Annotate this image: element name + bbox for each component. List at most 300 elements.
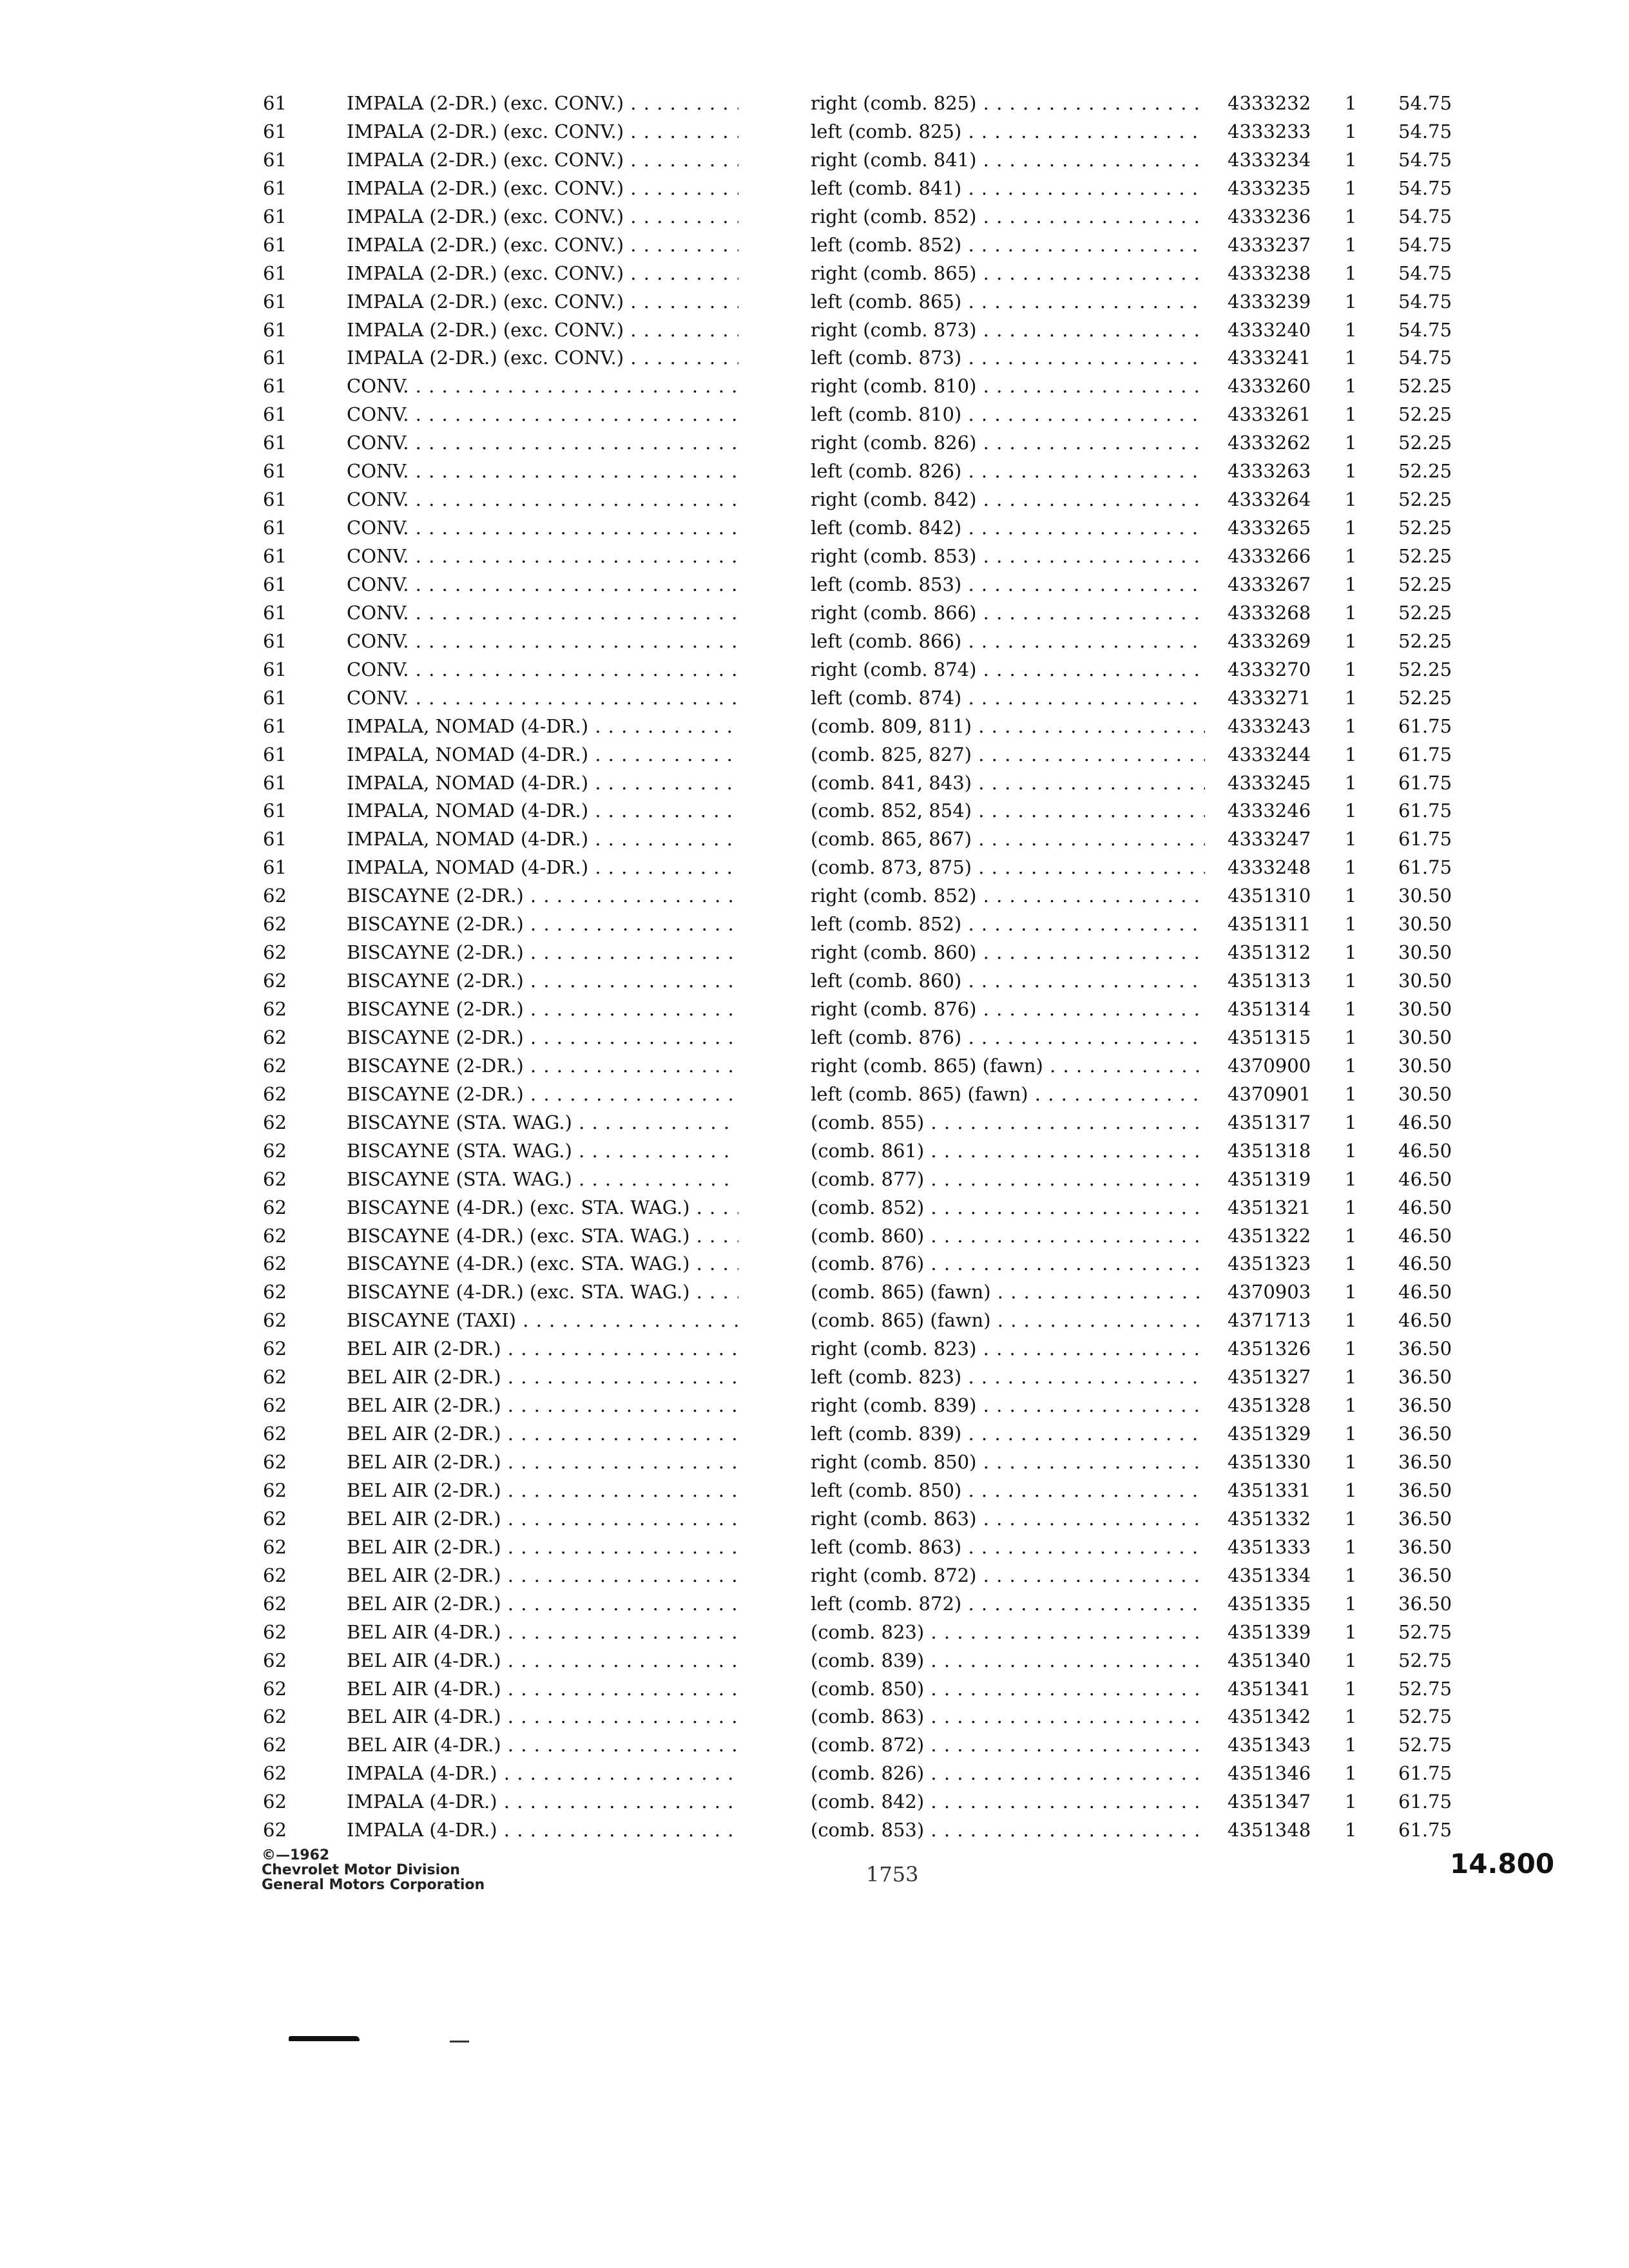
table-row <box>0 543 1629 571</box>
model-cell: BEL AIR (4-DR.) . . . <box>347 1619 738 1647</box>
part-number-cell: 4333243 <box>1228 715 1311 737</box>
part-number-cell: 4333235 <box>1228 177 1311 199</box>
model-cell: CONV. . . . <box>347 684 738 713</box>
table-row <box>0 1675 1629 1704</box>
year-cell: 61 <box>263 488 287 511</box>
description-cell: (comb. 863) . . . <box>811 1703 1205 1731</box>
quantity-cell: 1 <box>1345 1139 1357 1162</box>
part-number-cell: 4351314 <box>1228 998 1311 1020</box>
price-cell: 54.75 <box>1398 148 1452 171</box>
model-cell: BISCAYNE (2-DR.) . . . <box>347 967 738 995</box>
table-row <box>0 1788 1629 1816</box>
description-cell: right (comb. 841) . . . <box>811 146 1205 175</box>
table-row <box>0 1816 1629 1845</box>
price-cell: 36.50 <box>1398 1535 1452 1558</box>
part-number-cell: 4333265 <box>1228 517 1311 539</box>
table-row <box>0 429 1629 457</box>
quantity-cell: 1 <box>1345 1281 1357 1303</box>
year-cell: 61 <box>263 148 287 171</box>
quantity-cell: 1 <box>1345 233 1357 256</box>
year-cell: 61 <box>263 375 287 398</box>
quantity-cell: 1 <box>1345 1535 1357 1558</box>
description-cell: left (comb. 810) . . . <box>811 401 1205 429</box>
price-cell: 36.50 <box>1398 1338 1452 1360</box>
quantity-cell: 1 <box>1345 205 1357 227</box>
description-cell: left (comb. 876) . . . <box>811 1024 1205 1052</box>
table-row <box>0 599 1629 628</box>
price-cell: 36.50 <box>1398 1394 1452 1417</box>
model-cell: BISCAYNE (STA. WAG.) . . . <box>347 1109 738 1137</box>
quantity-cell: 1 <box>1345 318 1357 341</box>
price-cell: 46.50 <box>1398 1168 1452 1190</box>
table-row <box>0 1703 1629 1731</box>
part-number-cell: 4351317 <box>1228 1111 1311 1133</box>
quantity-cell: 1 <box>1345 1253 1357 1275</box>
part-number-cell: 4333244 <box>1228 743 1311 765</box>
price-cell: 61.75 <box>1398 800 1452 822</box>
quantity-cell: 1 <box>1345 573 1357 595</box>
table-row <box>0 401 1629 429</box>
description-cell: left (comb. 863) . . . <box>811 1533 1205 1562</box>
year-cell: 62 <box>263 1026 287 1048</box>
description-cell: left (comb. 825) . . . <box>811 118 1205 146</box>
year-cell: 61 <box>263 347 287 369</box>
price-cell: 52.75 <box>1398 1649 1452 1671</box>
model-cell: BEL AIR (2-DR.) . . . <box>347 1448 738 1477</box>
model-cell: BEL AIR (4-DR.) . . . <box>347 1731 738 1760</box>
model-cell: IMPALA, NOMAD (4-DR.) . . . <box>347 854 738 882</box>
table-row <box>0 1477 1629 1505</box>
table-row <box>0 1392 1629 1420</box>
year-cell: 62 <box>263 913 287 936</box>
part-number-cell: 4333237 <box>1228 233 1311 256</box>
quantity-cell: 1 <box>1345 1423 1357 1445</box>
price-cell: 30.50 <box>1398 970 1452 992</box>
table-row <box>0 288 1629 316</box>
price-cell: 54.75 <box>1398 177 1452 199</box>
table-row <box>0 316 1629 345</box>
part-number-cell: 4333266 <box>1228 545 1311 567</box>
year-cell: 61 <box>263 743 287 765</box>
table-row <box>0 1024 1629 1052</box>
year-cell: 61 <box>263 403 287 426</box>
part-number-cell: 4351326 <box>1228 1338 1311 1360</box>
price-cell: 46.50 <box>1398 1224 1452 1247</box>
year-cell: 62 <box>263 1423 287 1445</box>
price-cell: 54.75 <box>1398 120 1452 142</box>
table-row <box>0 656 1629 684</box>
model-cell: BEL AIR (4-DR.) . . . <box>347 1703 738 1731</box>
year-cell: 62 <box>263 1706 287 1728</box>
year-cell: 61 <box>263 715 287 737</box>
table-row <box>0 1052 1629 1081</box>
part-number-cell: 4333262 <box>1228 432 1311 454</box>
quantity-cell: 1 <box>1345 1111 1357 1133</box>
table-row <box>0 1109 1629 1137</box>
part-number-cell: 4333238 <box>1228 262 1311 284</box>
year-cell: 61 <box>263 177 287 199</box>
description-cell: right (comb. 860) . . . <box>811 939 1205 967</box>
quantity-cell: 1 <box>1345 1309 1357 1332</box>
table-row <box>0 1307 1629 1335</box>
quantity-cell: 1 <box>1345 1734 1357 1756</box>
model-cell: IMPALA (2-DR.) (exc. CONV.) . . . <box>347 344 738 372</box>
description-cell: right (comb. 872) . . . <box>811 1562 1205 1590</box>
year-cell: 61 <box>263 856 287 879</box>
description-cell: right (comb. 823) . . . <box>811 1335 1205 1363</box>
description-cell: right (comb. 865) . . . <box>811 260 1205 288</box>
part-number-cell: 4333248 <box>1228 856 1311 879</box>
year-cell: 62 <box>263 1309 287 1332</box>
quantity-cell: 1 <box>1345 743 1357 765</box>
table-row <box>0 571 1629 599</box>
model-cell: BEL AIR (2-DR.) . . . <box>347 1505 738 1533</box>
model-cell: BISCAYNE (2-DR.) . . . <box>347 939 738 967</box>
price-cell: 61.75 <box>1398 771 1452 794</box>
price-cell: 46.50 <box>1398 1281 1452 1303</box>
description-cell: left (comb. 872) . . . <box>811 1590 1205 1619</box>
year-cell: 61 <box>263 601 287 624</box>
scan-artifact-mark-small <box>450 2041 469 2042</box>
description-cell: right (comb. 874) . . . <box>811 656 1205 684</box>
year-cell: 61 <box>263 800 287 822</box>
table-row <box>0 967 1629 995</box>
quantity-cell: 1 <box>1345 601 1357 624</box>
price-cell: 52.25 <box>1398 517 1452 539</box>
model-cell: BISCAYNE (2-DR.) . . . <box>347 882 738 910</box>
price-cell: 36.50 <box>1398 1366 1452 1389</box>
table-row <box>0 684 1629 713</box>
year-cell: 61 <box>263 92 287 114</box>
year-cell: 61 <box>263 629 287 652</box>
price-cell: 36.50 <box>1398 1423 1452 1445</box>
price-cell: 61.75 <box>1398 743 1452 765</box>
model-cell: CONV. . . . <box>347 543 738 571</box>
year-cell: 62 <box>263 1620 287 1643</box>
description-cell: left (comb. 841) . . . <box>811 175 1205 203</box>
copyright-year: ©—1962 <box>262 1847 330 1863</box>
part-number-cell: 4351321 <box>1228 1196 1311 1218</box>
model-cell: BEL AIR (2-DR.) . . . <box>347 1562 738 1590</box>
description-cell: left (comb. 865) . . . <box>811 288 1205 316</box>
table-row <box>0 1590 1629 1619</box>
year-cell: 62 <box>263 1082 287 1105</box>
model-cell: IMPALA (2-DR.) (exc. CONV.) . . . <box>347 203 738 231</box>
year-cell: 62 <box>263 1649 287 1671</box>
description-cell: (comb. 865, 867) . . . <box>811 825 1205 854</box>
year-cell: 62 <box>263 885 287 907</box>
year-cell: 62 <box>263 970 287 992</box>
price-cell: 52.25 <box>1398 686 1452 709</box>
price-cell: 52.25 <box>1398 460 1452 483</box>
description-cell: left (comb. 826) . . . <box>811 457 1205 486</box>
description-cell: right (comb. 873) . . . <box>811 316 1205 345</box>
quantity-cell: 1 <box>1345 1507 1357 1530</box>
year-cell: 62 <box>263 1734 287 1756</box>
part-number-cell: 4333268 <box>1228 601 1311 624</box>
model-cell: IMPALA (4-DR.) . . . <box>347 1760 738 1788</box>
table-row <box>0 514 1629 543</box>
model-cell: BEL AIR (4-DR.) . . . <box>347 1675 738 1704</box>
quantity-cell: 1 <box>1345 148 1357 171</box>
parts-catalog-table <box>0 90 1629 1845</box>
year-cell: 62 <box>263 1281 287 1303</box>
quantity-cell: 1 <box>1345 1224 1357 1247</box>
table-row <box>0 457 1629 486</box>
year-cell: 62 <box>263 1394 287 1417</box>
description-cell: right (comb. 839) . . . <box>811 1392 1205 1420</box>
quantity-cell: 1 <box>1345 517 1357 539</box>
part-number-cell: 4333264 <box>1228 488 1311 511</box>
part-number-cell: 4370903 <box>1228 1281 1311 1303</box>
price-cell: 30.50 <box>1398 1082 1452 1105</box>
price-cell: 54.75 <box>1398 205 1452 227</box>
year-cell: 61 <box>263 432 287 454</box>
model-cell: IMPALA (2-DR.) (exc. CONV.) . . . <box>347 118 738 146</box>
description-cell: (comb. 860) . . . <box>811 1222 1205 1251</box>
description-cell: right (comb. 850) . . . <box>811 1448 1205 1477</box>
model-cell: IMPALA (2-DR.) (exc. CONV.) . . . <box>347 288 738 316</box>
part-number-cell: 4351343 <box>1228 1734 1311 1756</box>
price-cell: 52.25 <box>1398 403 1452 426</box>
quantity-cell: 1 <box>1345 92 1357 114</box>
part-number-cell: 4351310 <box>1228 885 1311 907</box>
price-cell: 52.25 <box>1398 658 1452 680</box>
model-cell: IMPALA (2-DR.) (exc. CONV.) . . . <box>347 231 738 260</box>
model-cell: IMPALA (4-DR.) . . . <box>347 1816 738 1845</box>
quantity-cell: 1 <box>1345 1649 1357 1671</box>
part-number-cell: 4351318 <box>1228 1139 1311 1162</box>
table-row <box>0 486 1629 514</box>
description-cell: (comb. 855) . . . <box>811 1109 1205 1137</box>
part-number-cell: 4351340 <box>1228 1649 1311 1671</box>
quantity-cell: 1 <box>1345 856 1357 879</box>
year-cell: 62 <box>263 1451 287 1473</box>
quantity-cell: 1 <box>1345 545 1357 567</box>
year-cell: 62 <box>263 1592 287 1615</box>
price-cell: 30.50 <box>1398 885 1452 907</box>
table-row <box>0 628 1629 656</box>
part-number-cell: 4333247 <box>1228 828 1311 850</box>
table-row <box>0 1194 1629 1222</box>
copyright-notice <box>262 1848 485 1892</box>
description-cell: (comb. 809, 811) . . . <box>811 713 1205 741</box>
part-number-cell: 4333246 <box>1228 800 1311 822</box>
table-row <box>0 1505 1629 1533</box>
table-row <box>0 741 1629 769</box>
price-cell: 52.75 <box>1398 1706 1452 1728</box>
part-number-cell: 4351311 <box>1228 913 1311 936</box>
table-row <box>0 1448 1629 1477</box>
part-number-cell: 4351341 <box>1228 1677 1311 1700</box>
model-cell: CONV. . . . <box>347 401 738 429</box>
price-cell: 54.75 <box>1398 290 1452 312</box>
year-cell: 61 <box>263 545 287 567</box>
model-cell: BISCAYNE (2-DR.) . . . <box>347 995 738 1024</box>
quantity-cell: 1 <box>1345 913 1357 936</box>
year-cell: 61 <box>263 686 287 709</box>
quantity-cell: 1 <box>1345 771 1357 794</box>
quantity-cell: 1 <box>1345 941 1357 964</box>
part-number-cell: 4333239 <box>1228 290 1311 312</box>
model-cell: IMPALA (2-DR.) (exc. CONV.) . . . <box>347 175 738 203</box>
section-number: 14.800 <box>1450 1848 1555 1879</box>
description-cell: (comb. 872) . . . <box>811 1731 1205 1760</box>
model-cell: BISCAYNE (4-DR.) (exc. STA. WAG.) . . . <box>347 1222 738 1251</box>
quantity-cell: 1 <box>1345 629 1357 652</box>
part-number-cell: 4370900 <box>1228 1054 1311 1077</box>
model-cell: BISCAYNE (2-DR.) . . . <box>347 1024 738 1052</box>
price-cell: 54.75 <box>1398 233 1452 256</box>
table-row <box>0 203 1629 231</box>
description-cell: (comb. 850) . . . <box>811 1675 1205 1704</box>
price-cell: 52.25 <box>1398 629 1452 652</box>
description-cell: (comb. 852) . . . <box>811 1194 1205 1222</box>
year-cell: 61 <box>263 658 287 680</box>
table-row <box>0 118 1629 146</box>
table-row <box>0 175 1629 203</box>
model-cell: IMPALA (2-DR.) (exc. CONV.) . . . <box>347 90 738 118</box>
part-number-cell: 4351333 <box>1228 1535 1311 1558</box>
model-cell: CONV. . . . <box>347 457 738 486</box>
price-cell: 30.50 <box>1398 941 1452 964</box>
quantity-cell: 1 <box>1345 828 1357 850</box>
description-cell: left (comb. 874) . . . <box>811 684 1205 713</box>
quantity-cell: 1 <box>1345 1366 1357 1389</box>
year-cell: 61 <box>263 517 287 539</box>
quantity-cell: 1 <box>1345 970 1357 992</box>
model-cell: BISCAYNE (2-DR.) . . . <box>347 1081 738 1109</box>
description-cell: (comb. 823) . . . <box>811 1619 1205 1647</box>
part-number-cell: 4333261 <box>1228 403 1311 426</box>
table-row <box>0 1335 1629 1363</box>
description-cell: (comb. 842) . . . <box>811 1788 1205 1816</box>
table-row <box>0 939 1629 967</box>
price-cell: 52.75 <box>1398 1677 1452 1700</box>
quantity-cell: 1 <box>1345 1479 1357 1501</box>
year-cell: 61 <box>263 233 287 256</box>
description-cell: right (comb. 853) . . . <box>811 543 1205 571</box>
description-cell: left (comb. 852) . . . <box>811 231 1205 260</box>
description-cell: right (comb. 852) . . . <box>811 203 1205 231</box>
year-cell: 62 <box>263 1819 287 1841</box>
model-cell: BEL AIR (2-DR.) . . . <box>347 1363 738 1392</box>
model-cell: CONV. . . . <box>347 372 738 401</box>
quantity-cell: 1 <box>1345 1026 1357 1048</box>
part-number-cell: 4351323 <box>1228 1253 1311 1275</box>
table-row <box>0 1533 1629 1562</box>
model-cell: IMPALA, NOMAD (4-DR.) . . . <box>347 797 738 825</box>
quantity-cell: 1 <box>1345 1564 1357 1586</box>
quantity-cell: 1 <box>1345 432 1357 454</box>
model-cell: IMPALA, NOMAD (4-DR.) . . . <box>347 769 738 798</box>
price-cell: 30.50 <box>1398 998 1452 1020</box>
scan-artifact-mark <box>289 2036 360 2041</box>
year-cell: 62 <box>263 1677 287 1700</box>
description-cell: left (comb. 823) . . . <box>811 1363 1205 1392</box>
model-cell: BEL AIR (4-DR.) . . . <box>347 1647 738 1675</box>
description-cell: (comb. 865) (fawn) . . . <box>811 1307 1205 1335</box>
price-cell: 52.75 <box>1398 1734 1452 1756</box>
quantity-cell: 1 <box>1345 1819 1357 1841</box>
year-cell: 62 <box>263 1196 287 1218</box>
price-cell: 61.75 <box>1398 856 1452 879</box>
year-cell: 62 <box>263 1224 287 1247</box>
part-number-cell: 4333269 <box>1228 629 1311 652</box>
table-row <box>0 1731 1629 1760</box>
model-cell: BISCAYNE (4-DR.) (exc. STA. WAG.) . . . <box>347 1194 738 1222</box>
quantity-cell: 1 <box>1345 1620 1357 1643</box>
year-cell: 62 <box>263 1253 287 1275</box>
table-row <box>0 1222 1629 1251</box>
price-cell: 54.75 <box>1398 318 1452 341</box>
table-row <box>0 146 1629 175</box>
year-cell: 62 <box>263 1479 287 1501</box>
table-row <box>0 1647 1629 1675</box>
price-cell: 52.25 <box>1398 545 1452 567</box>
part-number-cell: 4333270 <box>1228 658 1311 680</box>
quantity-cell: 1 <box>1345 1677 1357 1700</box>
table-row <box>0 1250 1629 1278</box>
part-number-cell: 4351313 <box>1228 970 1311 992</box>
quantity-cell: 1 <box>1345 347 1357 369</box>
price-cell: 46.50 <box>1398 1196 1452 1218</box>
quantity-cell: 1 <box>1345 1791 1357 1813</box>
table-row <box>0 1760 1629 1788</box>
quantity-cell: 1 <box>1345 290 1357 312</box>
year-cell: 62 <box>263 1507 287 1530</box>
copyright-corporation: General Motors Corporation <box>262 1877 485 1893</box>
part-number-cell: 4351339 <box>1228 1620 1311 1643</box>
description-cell: left (comb. 873) . . . <box>811 344 1205 372</box>
description-cell: (comb. 853) . . . <box>811 1816 1205 1845</box>
model-cell: BISCAYNE (TAXI) . . . <box>347 1307 738 1335</box>
part-number-cell: 4333233 <box>1228 120 1311 142</box>
part-number-cell: 4333232 <box>1228 92 1311 114</box>
model-cell: IMPALA, NOMAD (4-DR.) . . . <box>347 825 738 854</box>
model-cell: CONV. . . . <box>347 429 738 457</box>
part-number-cell: 4351330 <box>1228 1451 1311 1473</box>
table-row <box>0 1278 1629 1307</box>
model-cell: BISCAYNE (2-DR.) . . . <box>347 1052 738 1081</box>
table-row <box>0 1137 1629 1166</box>
part-number-cell: 4333271 <box>1228 686 1311 709</box>
table-row <box>0 1363 1629 1392</box>
table-row <box>0 231 1629 260</box>
description-cell: right (comb. 852) . . . <box>811 882 1205 910</box>
price-cell: 52.75 <box>1398 1620 1452 1643</box>
model-cell: BISCAYNE (STA. WAG.) . . . <box>347 1166 738 1194</box>
quantity-cell: 1 <box>1345 460 1357 483</box>
description-cell: left (comb. 860) . . . <box>811 967 1205 995</box>
table-row <box>0 713 1629 741</box>
price-cell: 61.75 <box>1398 828 1452 850</box>
part-number-cell: 4351332 <box>1228 1507 1311 1530</box>
description-cell: (comb. 865) (fawn) . . . <box>811 1278 1205 1307</box>
description-cell: (comb. 841, 843) . . . <box>811 769 1205 798</box>
part-number-cell: 4351328 <box>1228 1394 1311 1417</box>
price-cell: 52.25 <box>1398 375 1452 398</box>
year-cell: 61 <box>263 262 287 284</box>
quantity-cell: 1 <box>1345 1054 1357 1077</box>
part-number-cell: 4351322 <box>1228 1224 1311 1247</box>
description-cell: left (comb. 865) (fawn) . . . <box>811 1081 1205 1109</box>
quantity-cell: 1 <box>1345 800 1357 822</box>
quantity-cell: 1 <box>1345 998 1357 1020</box>
price-cell: 30.50 <box>1398 1026 1452 1048</box>
price-cell: 52.25 <box>1398 573 1452 595</box>
description-cell: (comb. 861) . . . <box>811 1137 1205 1166</box>
